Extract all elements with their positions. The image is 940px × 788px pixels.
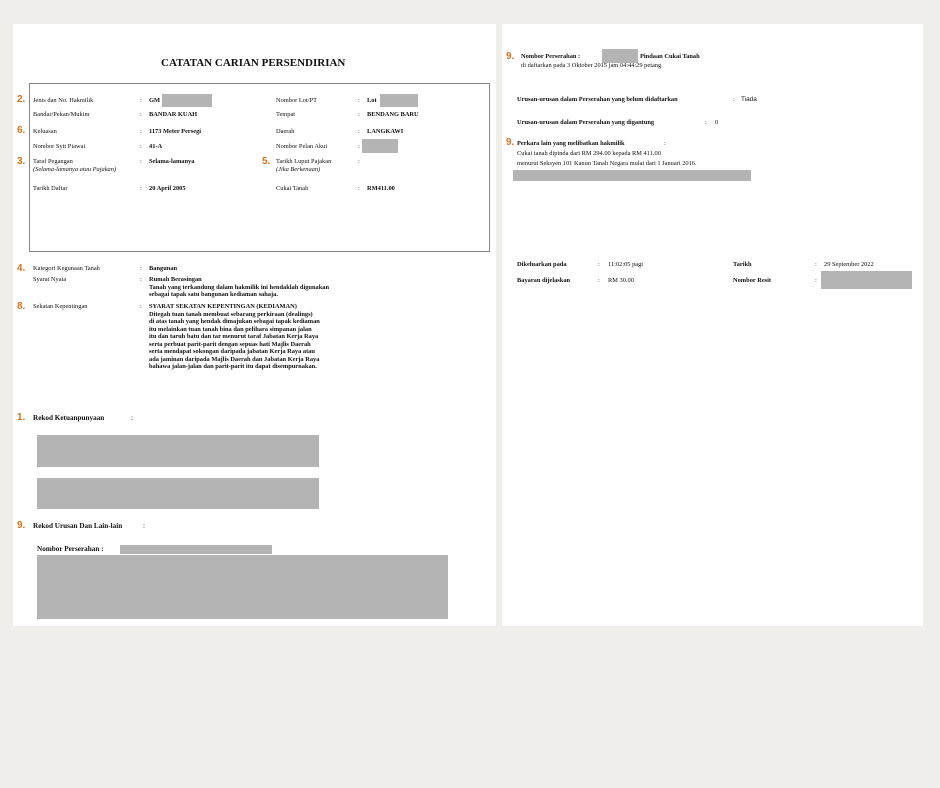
tempat-label: Tempat xyxy=(276,111,296,118)
belum-value: Tiada xyxy=(741,96,757,103)
redacted-perserahan-number xyxy=(120,545,272,554)
taraf-sub-label: (Selama-lamanya atau Pajakan) xyxy=(33,166,117,173)
cukai-label: Cukai Tanah xyxy=(276,185,309,192)
digantung-value: 0 xyxy=(715,119,719,126)
colon: : xyxy=(358,111,360,118)
colon: : xyxy=(358,128,360,135)
colon: : xyxy=(815,277,817,284)
keluasan-value: 1173 Meter Persegi xyxy=(149,128,202,135)
belum-label: Urusan-urusan dalam Perserahan yang belum didaftarkan xyxy=(517,96,678,103)
sekatan-label: Sekatan Kepentingan xyxy=(33,303,88,310)
daerah-value: LANGKAWI xyxy=(367,128,404,135)
rekod-ketuanpunyaan-label: Rekod Ketuanpunyaan xyxy=(33,414,105,422)
colon: : xyxy=(664,140,666,147)
colon: : xyxy=(140,111,142,118)
syarat-label: Syarat Nyata xyxy=(33,276,67,283)
document-page-right xyxy=(502,24,923,626)
syit-label: Nombor Syit Piawai xyxy=(33,143,86,150)
jenis-value: GM xyxy=(149,97,161,104)
perserahan-top-label: Nombor Perserahan : xyxy=(521,53,581,60)
sekatan-line: serta perbuat parit-parit dengan sepuas hati Majlis Daerah xyxy=(149,340,311,348)
marker-3: 3. xyxy=(17,156,26,167)
colon: : xyxy=(140,97,142,104)
colon: : xyxy=(598,261,600,268)
bandar-label: Bandar/Pekan/Mukim xyxy=(33,111,90,118)
syarat-line: Tanah yang terkandung dalam hakmilik ini hendaklah digunakan xyxy=(149,283,330,291)
daerah-label: Daerah xyxy=(276,128,295,135)
tarikh-daftar-value: 20 April 2005 xyxy=(149,185,186,192)
rekod-urusan-label: Rekod Urusan Dan Lain-lain xyxy=(33,522,123,530)
dikeluarkan-value: 11:02:05 pagi xyxy=(608,261,644,268)
colon: : xyxy=(140,303,142,310)
perserahan-top-suffix: Pindaan Cukai Tanah xyxy=(640,53,700,60)
keluasan-label: Keluasan xyxy=(33,128,57,135)
marker-9: 9. xyxy=(17,520,26,531)
colon: : xyxy=(140,158,142,165)
luput-label: Tarikh Luput Pajakan xyxy=(276,158,332,165)
bandar-value: BANDAR KUAH xyxy=(149,111,198,118)
sekatan-text xyxy=(149,303,320,371)
colon: : xyxy=(140,265,142,272)
redacted-ownership-record xyxy=(37,478,319,509)
syarat-text xyxy=(149,276,329,299)
syarat-line: Rumah Berasingan xyxy=(149,276,202,283)
colon: : xyxy=(733,96,735,103)
colon: : xyxy=(358,185,360,192)
document-title: CATATAN CARIAN PERSENDIRIAN xyxy=(161,57,346,69)
lot-label: Nombor Lot/PT xyxy=(276,97,318,104)
colon: : xyxy=(358,143,360,150)
tarikh-label: Tarikh xyxy=(733,261,752,268)
kategori-value: Bangunan xyxy=(149,265,178,272)
perserahan-top-line2: di daftarkan pada 3 Oktober 2015 jam 04:44:29 petang xyxy=(521,62,662,69)
sekatan-line: di atas tanah yang hendak dimajukan sebagai tapak kediaman xyxy=(149,318,320,325)
tarikh-value: 29 September 2022 xyxy=(824,261,874,268)
colon: : xyxy=(598,277,600,284)
dikeluarkan-label: Dikeluarkan pada xyxy=(517,261,567,268)
sekatan-line: ada jaminan daripada Majlis Daerah dan Jabatan Kerja Raya xyxy=(149,355,320,363)
sekatan-line: itu melainkan tuan tanah bina dan pelihara simpanan jalan xyxy=(149,325,312,333)
colon: : xyxy=(143,522,145,530)
bayaran-value: RM 30.00 xyxy=(608,277,634,284)
redacted-ownership-record xyxy=(37,435,319,467)
marker-1: 1. xyxy=(17,412,26,423)
perkara-line1: Cukai tanah dipinda dari RM 294.00 kepada RM 411.00 xyxy=(517,150,661,157)
marker-5: 5. xyxy=(262,156,271,167)
marker-6: 6. xyxy=(17,125,26,136)
nombor-perserahan-label: Nombor Perserahan : xyxy=(37,545,104,553)
colon: : xyxy=(140,276,142,283)
redacted-pelan-number xyxy=(362,139,398,153)
colon: : xyxy=(140,143,142,150)
sekatan-line: serta mendapat sokongan daripada jabatan Kerja Raya atau xyxy=(149,348,315,355)
colon: : xyxy=(815,261,817,268)
kategori-label: Kategori Kegunaan Tanah xyxy=(33,265,100,272)
colon: : xyxy=(705,119,707,126)
marker-2: 2. xyxy=(17,94,26,105)
colon: : xyxy=(140,128,142,135)
cukai-value: RM411.00 xyxy=(367,185,395,192)
syarat-line: sebagai tapak satu bangunan kediaman sahaja. xyxy=(149,291,278,298)
taraf-label: Taraf Pegangan xyxy=(33,158,73,165)
tempat-value: BENDANG BARU xyxy=(367,111,419,118)
marker-9: 9. xyxy=(506,137,515,148)
redacted-lot-number xyxy=(380,94,418,107)
tarikh-daftar-label: Tarikh Daftar xyxy=(33,185,68,192)
taraf-value: Selama-lamanya xyxy=(149,158,195,165)
resit-label: Nombor Resit xyxy=(733,277,772,284)
perkara-label: Perkara lain yang melibatkan hakmilik xyxy=(517,140,625,147)
colon: : xyxy=(358,97,360,104)
marker-4: 4. xyxy=(17,263,26,274)
sekatan-line: SYARAT SEKATAN KEPENTINGAN (KEDIAMAN) xyxy=(149,303,297,310)
colon: : xyxy=(131,414,133,422)
redacted-transaction-record xyxy=(37,555,448,619)
redacted-perkara-detail xyxy=(513,170,751,181)
colon: : xyxy=(358,158,360,165)
jenis-label: Jenis dan No. Hakmilik xyxy=(33,97,94,104)
lot-value: Lot xyxy=(367,97,377,104)
sekatan-line: itu dan taruh batu dan tar menurut taraf Jabatan Kerja Raya xyxy=(149,333,319,340)
colon: : xyxy=(140,185,142,192)
syit-value: 41-A xyxy=(149,143,163,150)
redacted-perserahan-number xyxy=(602,49,638,63)
marker-9: 9. xyxy=(506,51,515,62)
bayaran-label: Bayaran dijelaskan xyxy=(517,277,571,284)
digantung-label: Urusan-urusan dalam Perserahan yang digantung xyxy=(517,119,655,126)
perkara-line2: menurut Seksyen 101 Kanun Tanah Negara mulai dari 1 Januari 2016. xyxy=(517,160,697,167)
redacted-resit-number xyxy=(821,271,912,289)
sekatan-line: bahawa jalan-jalan dan parit-parit itu dapat disempurnakan. xyxy=(149,363,317,370)
redacted-hakmilik-number xyxy=(162,94,212,107)
document-page-left xyxy=(13,24,496,626)
pelan-label: Nombor Pelan Akui xyxy=(276,143,328,150)
marker-8: 8. xyxy=(17,301,26,312)
luput-sub-label: (Jika Berkenaan) xyxy=(276,166,321,173)
sekatan-line: Ditegah tuan tanah membuat sebarang perkiraan (dealings) xyxy=(149,310,313,318)
